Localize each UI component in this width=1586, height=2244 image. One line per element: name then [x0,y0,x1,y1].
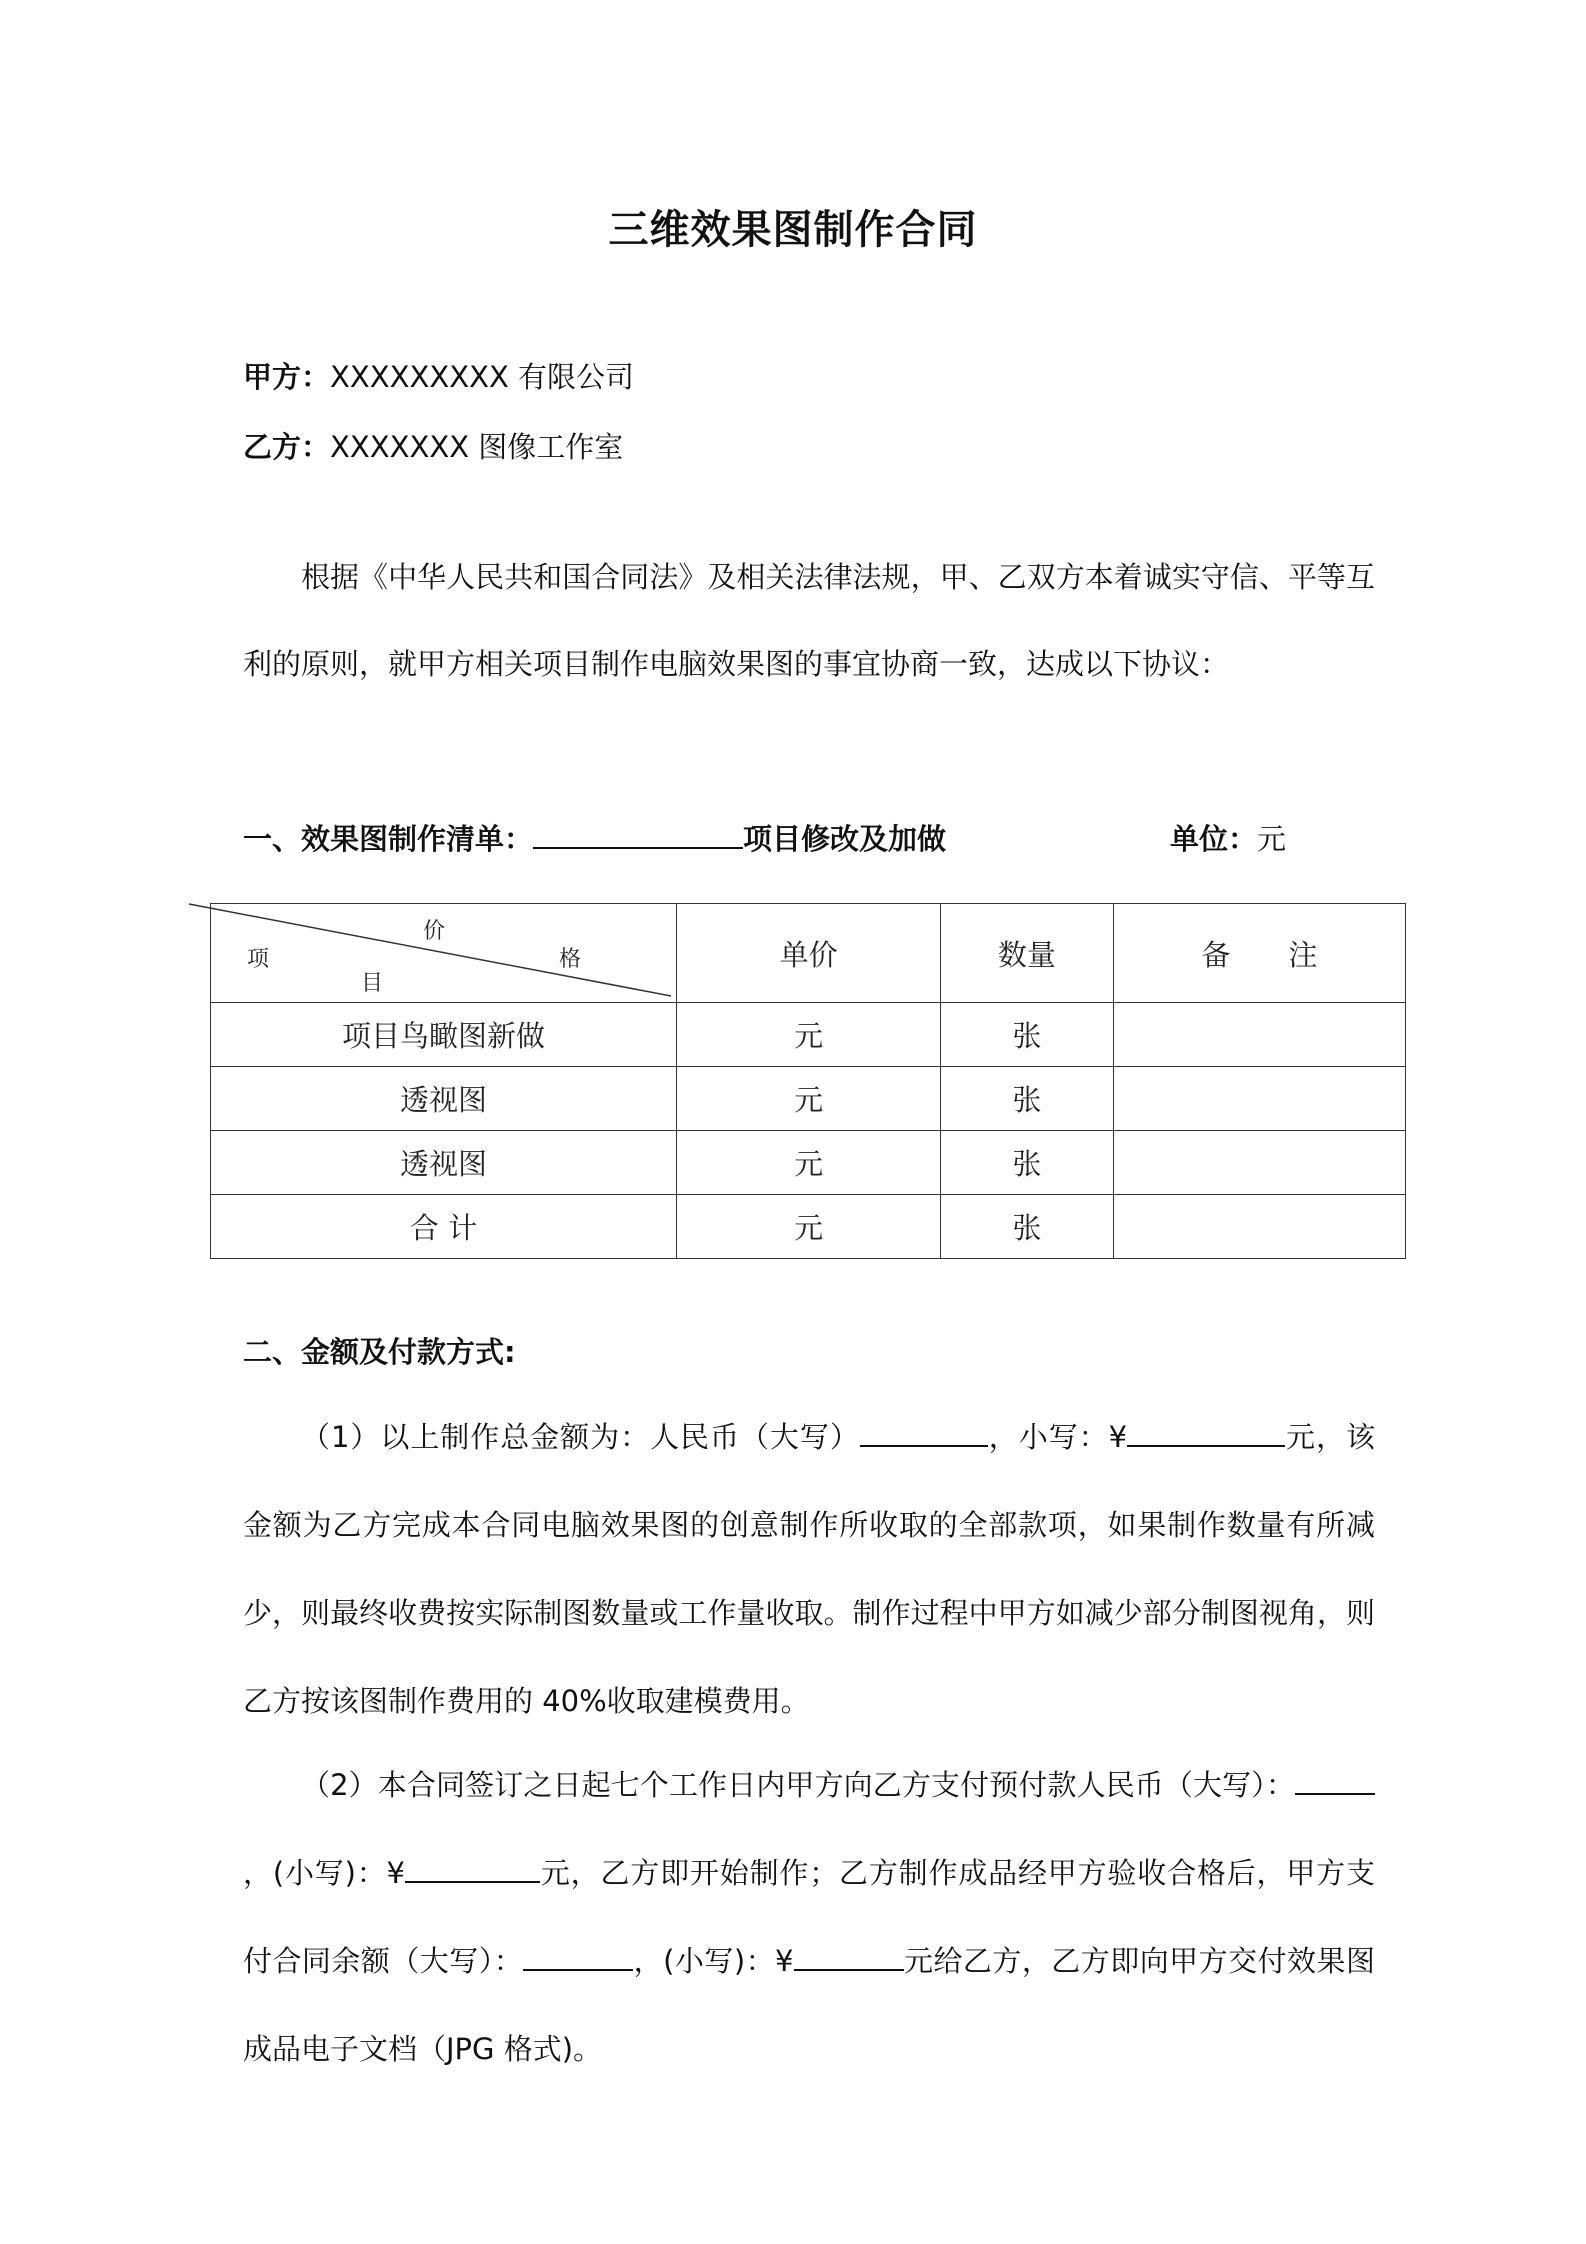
amount-lowercase-blank [1127,1415,1285,1447]
p2-text-b: ，(小写)：¥ [243,1856,406,1890]
unit-label: 单位： [1170,822,1258,856]
p1-text-c: 元，该金额为乙方完成本合同电脑效果图的创意制作所收取的全部款项，如果制作数量有所减少，则最终收费按实际制图数量或工作量收取。制作过程中甲方如减少部分制图视角，则乙方按该图制作费用的 40%收取建模费用。 [243,1420,1375,1718]
header-quantity: 数量 [941,904,1114,1003]
diagonal-header-cell [211,904,677,1003]
party-b-label: 乙方： [243,430,331,464]
row-note [1113,1003,1405,1067]
blank-line [533,817,743,849]
document-title: 三维效果图制作合同 [608,207,978,253]
table-row [211,1131,1406,1195]
row-price: 元 [677,1131,941,1195]
section1-label: 一、效果图制作清单： [243,822,534,856]
p2-text-d: ，(小写)：¥ [633,1944,794,1978]
unit-label-group [1170,817,1286,858]
section1-heading [243,817,946,858]
header-remarks: 备 注 [1113,904,1405,1003]
section1-after-blank: 项目修改及加做 [743,822,947,856]
row-qty: 张 [941,1003,1114,1067]
row-note [1113,1131,1405,1195]
party-b [243,425,623,466]
p2-text-e: 元给乙方，乙方即向甲方交付效果图成品电子文档（JPG 格式)。 [243,1944,1375,2066]
balance-lowercase-blank [794,1939,904,1971]
table-header-row [211,904,1406,1003]
table-row [211,1195,1406,1259]
party-a-label: 甲方： [243,360,331,394]
p2-text-a: （2）本合同签订之日起七个工作日内甲方向乙方支付预付款人民币（大写）： [301,1768,1295,1802]
table-row [211,1067,1406,1131]
diag-bottom-label: 目 [361,971,384,996]
party-a-name: XXXXXXXXX 有限公司 [330,360,635,394]
prepay-uppercase-blank [1295,1763,1375,1795]
payment-paragraph-1 [243,1393,1375,1745]
p2-text-c: 元，乙方即开始制作；乙方制作成品经甲方验收合格后，甲方支付合同余额（大写）： [243,1856,1375,1978]
row-qty: 张 [941,1131,1114,1195]
row-note [1113,1067,1405,1131]
row-item: 项目鸟瞰图新做 [211,1003,677,1067]
row-qty: 张 [941,1067,1114,1131]
prepay-lowercase-blank [405,1851,540,1883]
unit-value: 元 [1257,822,1287,856]
p1-text-b: ，小写：¥ [987,1420,1128,1454]
p1-text-a: （1）以上制作总金额为：人民币（大写） [301,1420,860,1454]
row-item: 透视图 [211,1067,677,1131]
table-row [211,1003,1406,1067]
row-qty: 张 [941,1195,1114,1259]
diag-right-label: 格 [559,947,582,972]
row-price: 元 [677,1067,941,1131]
row-item: 透视图 [211,1131,677,1195]
party-a [243,355,634,396]
row-price: 元 [677,1003,941,1067]
balance-uppercase-blank [523,1939,633,1971]
row-note [1113,1195,1405,1259]
party-b-name: XXXXXXX 图像工作室 [330,430,624,464]
production-list-table [210,903,1406,1259]
section2-heading: 二、金额及付款方式: [243,1335,516,1369]
header-unit-price: 单价 [677,904,941,1003]
row-price: 元 [677,1195,941,1259]
diag-top-label: 价 [423,919,446,944]
row-item: 合 计 [211,1195,677,1259]
amount-uppercase-blank [860,1415,988,1447]
payment-paragraph-2 [243,1741,1375,2093]
diag-left-label: 项 [247,947,270,972]
intro-paragraph: 根据《中华人民共和国合同法》及相关法律法规，甲、乙双方本着诚实守信、平等互利的原则，就甲方相关项目制作电脑效果图的事宜协商一致，达成以下协议： [243,560,1375,681]
